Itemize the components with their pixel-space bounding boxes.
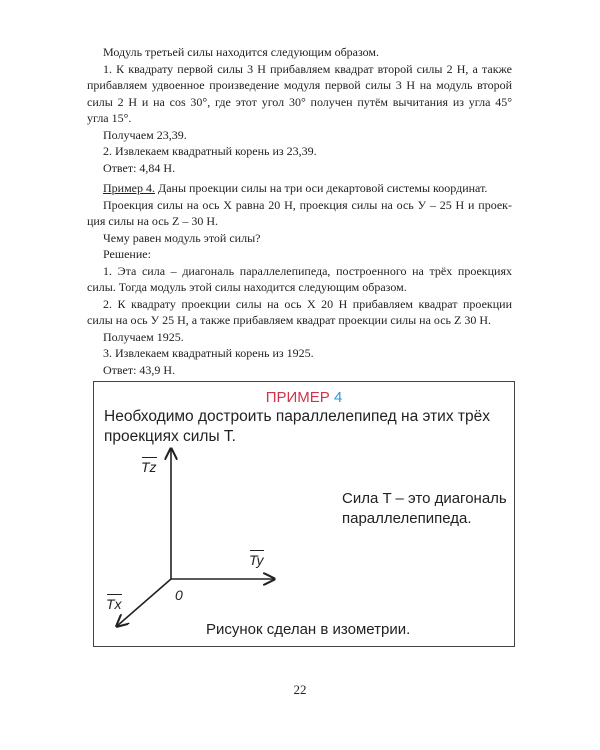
paragraph-line: 1. Эта сила – диагональ параллелепипеда, построенного на трёх проекциях [103, 263, 512, 278]
example-label: Пример 4. [103, 181, 156, 195]
paragraph-line: силы 2 Н и на cos 30°, где этот угол 30° получен путём вычитания из угла 45° [87, 94, 512, 109]
example-heading-line [103, 180, 512, 197]
figure-title-number: 4 [333, 389, 343, 406]
ty-label: Ty [249, 552, 264, 568]
figure-caption: Рисунок сделан в изометрии. [206, 621, 411, 638]
figure-title-word: ПРИМЕР [265, 389, 330, 406]
figure-note-line: Сила T – это диагональ [342, 490, 507, 507]
paragraph-line: 2. Извлекаем квадратный корень из 23,39. [103, 144, 317, 158]
paragraph-line: Получаем 23,39. [103, 127, 187, 142]
paragraph-line: ция силы на ось Z – 30 Н. [87, 214, 219, 228]
paragraph-line: Получаем 1925. [103, 329, 184, 344]
paragraph-line: Чему равен модуль этой силы? [103, 230, 261, 245]
answer-line: Ответ: 43,9 Н. [103, 362, 176, 377]
paragraph-line: Проекция силы на ось Х равна 20 Н, проекция силы на ось У – 25 Н и проек- [103, 197, 512, 212]
paragraph-line: 2. К квадрату проекции силы на ось Х 20 Н прибавляем квадрат проекции [103, 296, 512, 311]
origin-label: 0 [175, 587, 183, 603]
paragraph-line: силы. Тогда модуль этой силы находится следующим образом. [87, 280, 407, 294]
example-text: Даны проекции силы на три оси декартовой системы координат. [155, 181, 488, 195]
paragraph-line: силы на ось У 25 Н, а также прибавляем квадрат проекции силы на ось Z 30 Н. [87, 313, 492, 327]
paragraph-line: Решение: [103, 247, 151, 261]
tz-label: Tz [141, 459, 157, 475]
figure-note-line: параллелепипеда. [342, 510, 472, 527]
paragraph-line: прибавляем удвоенное произведение модуля первой силы 3 Н на модуль второй [87, 78, 512, 92]
x-axis [117, 579, 171, 626]
figure-heading-line: Необходимо достроить параллелепипед на этих трёх [104, 408, 490, 425]
figure-heading-line: проекциях силы T. [104, 428, 236, 445]
paragraph-line: 3. Извлекаем квадратный корень из 1925. [103, 346, 314, 360]
tx-label: Tx [106, 596, 122, 612]
paragraph-line: 1. К квадрату первой силы 3 Н прибавляем квадрат второй силы 2 Н, а также [103, 61, 512, 76]
paragraph-line: Модуль третьей силы находится следующим образом. [103, 45, 380, 59]
page-number: 22 [293, 682, 307, 697]
figure-slide [93, 381, 515, 647]
answer-line: Ответ: 4,84 Н. [103, 160, 176, 175]
paragraph-line: угла 15°. [87, 111, 132, 125]
